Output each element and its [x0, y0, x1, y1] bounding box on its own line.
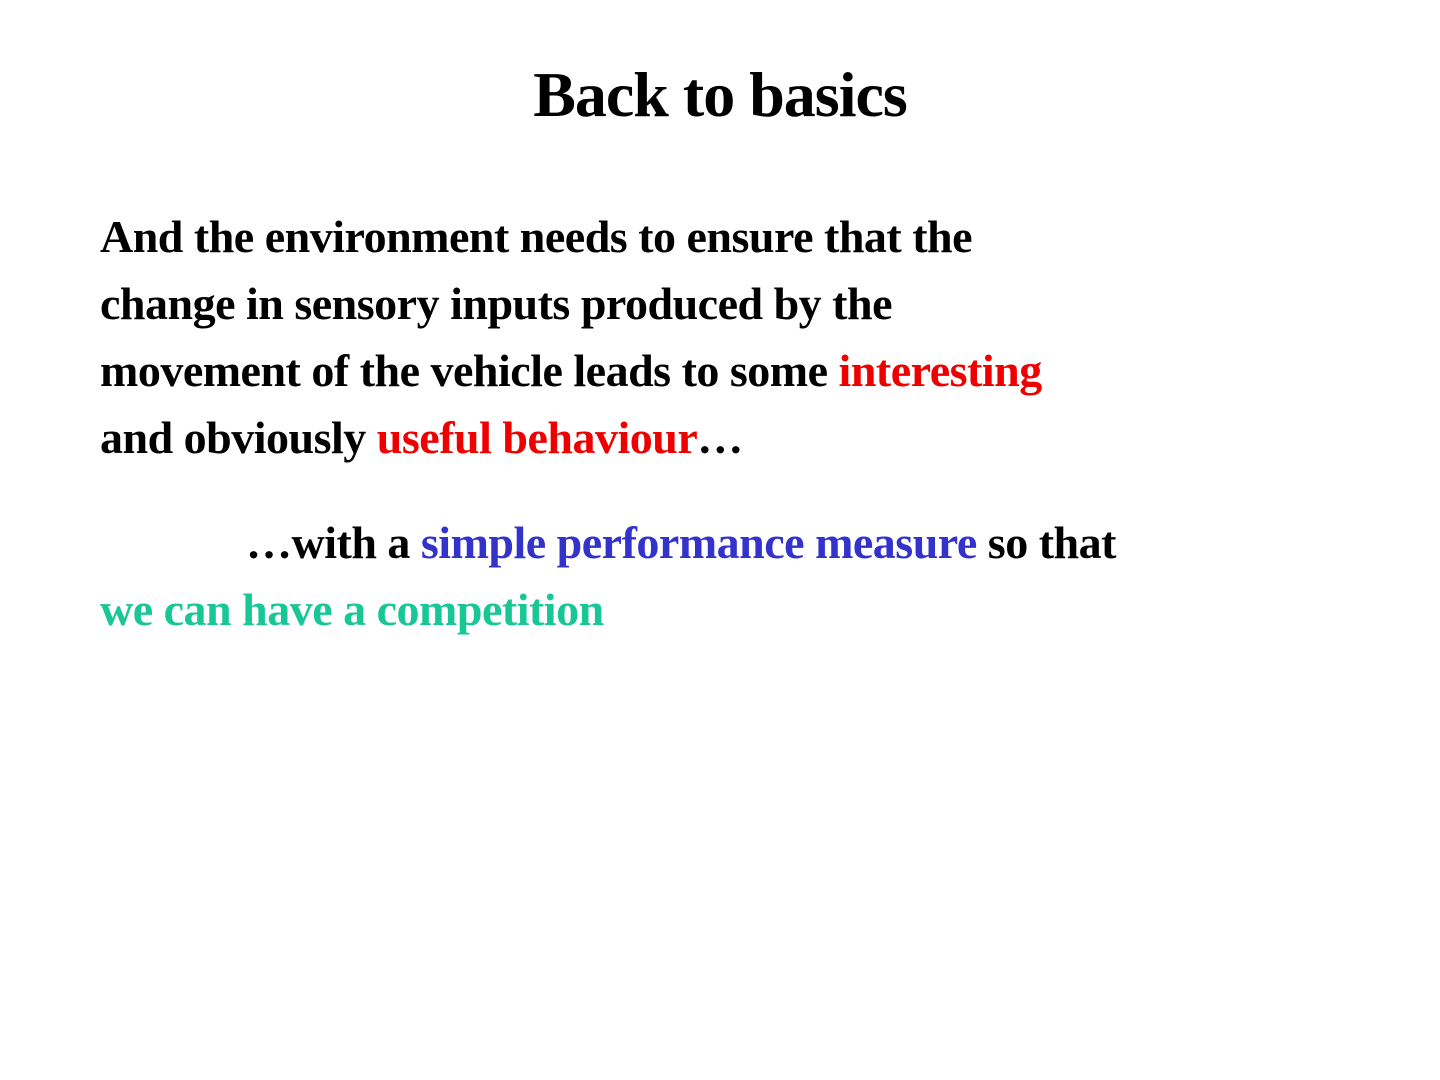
slide-body — [100, 203, 1370, 643]
text-line — [100, 576, 1370, 643]
body-text-black: change in sensory inputs produced by the — [100, 278, 892, 329]
highlight-green: we can have a competition — [100, 584, 604, 635]
body-text-black: and obviously — [100, 412, 377, 463]
body-text-black: …with a — [246, 517, 421, 568]
body-text-black: And the environment needs to ensure that the — [100, 211, 973, 262]
text-line — [100, 203, 1370, 270]
slide-title: Back to basics — [533, 59, 907, 130]
paragraph-performance-measure — [100, 509, 1370, 643]
body-text-black: … — [697, 412, 743, 463]
body-text-black: so that — [976, 517, 1116, 568]
text-line — [100, 270, 1370, 337]
text-line — [100, 404, 1370, 471]
paragraph-environment — [100, 203, 1370, 471]
body-text-black: movement of the vehicle leads to some — [100, 345, 839, 396]
text-line — [100, 337, 1370, 404]
highlight-red: interesting — [838, 345, 1042, 396]
highlight-blue: simple performance measure — [420, 517, 977, 568]
highlight-red: useful behaviour — [376, 412, 698, 463]
text-line — [100, 509, 1370, 576]
